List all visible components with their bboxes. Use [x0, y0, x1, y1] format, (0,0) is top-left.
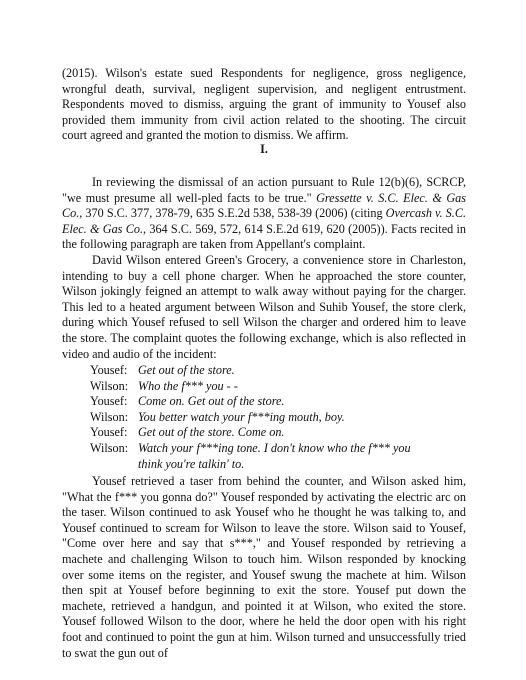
- section-heading: I.: [260, 142, 268, 156]
- paragraph-standard-of-review: [62, 175, 466, 253]
- dialogue-line: [90, 410, 470, 426]
- speaker: Wilson:: [90, 440, 129, 455]
- speech: Get out of the store. Come on.: [138, 425, 285, 440]
- text-run: In reviewing the dismissal of an action pursuant to Rule 12(b)(6), SCRCP, "we must presume all well-pled facts to be true.": [62, 175, 466, 205]
- dialogue-line: [90, 441, 470, 472]
- speaker: Yousef:: [90, 425, 128, 440]
- speaker: Yousef:: [90, 394, 128, 409]
- case-citation: Gressette v. S.C. Elec. & Gas Co.: [62, 190, 466, 221]
- speech: Who the f*** you - -: [138, 378, 238, 393]
- text-run: , 364 S.C. 569, 572, 614 S.E.2d 619, 620 (2005)). Facts recited in the following paragraph are taken from Appellant's complaint.: [62, 221, 466, 252]
- text-run: , 370 S.C. 377, 378-79, 635 S.E.2d 538, 538-39 (2006) (citing: [79, 206, 386, 221]
- case-citation: Overcash v. S.C. Elec. & Gas Co.: [62, 206, 466, 236]
- speaker: Wilson:: [90, 378, 129, 393]
- paragraph-intro: (2015). Wilson's estate sued Respondents for negligence, gross negligence, wrongful death, survival, negligent supervision, and negligent entrustment. Respondents moved to dismiss, arguing the grant of immunity to Yousef also provided them immunity from civil action related to the shooting. The circuit court agreed and granted the motion to dismiss. We affirm.: [62, 66, 466, 143]
- paragraph-incident: Yousef retrieved a taser from behind the counter, and Wilson asked him, "What the f*** you gonna do?" Yousef responded by activating the electric arc on the taser. Wilson continued to ask Yousef who he thought he was talking to, and Yousef continued to scream for Wilson to leave the store. Wilson said to Yousef, "Come over here and say that s***," and Yousef responded by retrieving a machete and challenging Wilson to touch him. Wilson responded by knocking over some items on the register, and Yousef swung the machete at him. Wilson then spit at Yousef before beginning to exit the store. Yousef put down the machete, retrieved a handgun, and pointed it at Wilson, who exited the store. Yousef followed Wilson to the door, where he held the door open with his right foot and continued to point the gun at him. Wilson turned and unsuccessfully tried to swat the gun out of: [62, 474, 466, 660]
- speaker: Yousef:: [90, 363, 128, 377]
- dialogue-line: [90, 379, 470, 395]
- speech: Come on. Get out of the store.: [138, 394, 285, 409]
- paragraph-facts: David Wilson entered Green's Grocery, a convenience store in Charleston, intending to buy a cell phone charger. When he approached the store counter, Wilson jokingly feigned an attempt to walk away without paying for the charger. This led to a heated argument between Wilson and Suhib Yousef, the store clerk, during which Yousef refused to sell Wilson the charger and ordered him to leave the store. The complaint quotes the following exchange, which is also reflected in video and audio of the incident:: [62, 253, 466, 361]
- speech: Get out of the store.: [138, 363, 235, 377]
- speaker: Wilson:: [90, 409, 129, 424]
- dialogue-line: [90, 394, 470, 410]
- speech: You better watch your f***ing mouth, boy.: [138, 409, 345, 424]
- dialogue-block: [90, 363, 470, 472]
- dialogue-line: [90, 363, 470, 379]
- speech: Watch your f***ing tone. I don't know who the f*** you think you're talkin' to.: [138, 440, 411, 471]
- dialogue-line: [90, 425, 470, 441]
